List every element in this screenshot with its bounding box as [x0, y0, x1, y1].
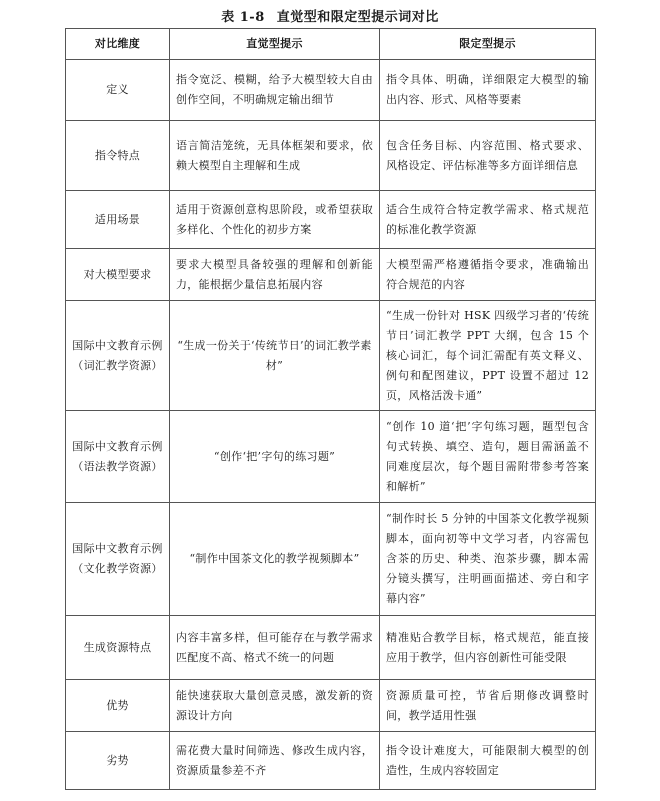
row-dimension: 对大模型要求 — [66, 249, 170, 301]
row-intuitive: “生成一份关于‘传统节日’的词汇教学素材” — [170, 301, 380, 411]
table-number: 表 1-8 — [221, 10, 265, 25]
row-intuitive: 语言简洁笼统，无具体框架和要求，依赖大模型自主理解和生成 — [170, 121, 380, 191]
table-row — [66, 503, 596, 616]
row-dimension: 适用场景 — [66, 191, 170, 249]
row-restricted: 指令具体、明确，详细限定大模型的输出内容、形式、风格等要素 — [380, 60, 596, 121]
table-title: 直觉型和限定型提示词对比 — [276, 10, 439, 25]
table-row — [66, 249, 596, 301]
row-intuitive: 能快速获取大量创意灵感，激发新的资源设计方向 — [170, 680, 380, 732]
row-intuitive: 需花费大量时间筛选、修改生成内容，资源质量参差不齐 — [170, 732, 380, 790]
table-row — [66, 616, 596, 680]
row-dimension: 定义 — [66, 60, 170, 121]
row-dimension: 国际中文教育示例（文化教学资源） — [66, 503, 170, 616]
row-intuitive: 指令宽泛、模糊，给予大模型较大自由创作空间，不明确规定输出细节 — [170, 60, 380, 121]
row-restricted: 大模型需严格遵循指令要求，准确输出符合规范的内容 — [380, 249, 596, 301]
table-row — [66, 191, 596, 249]
header-intuitive: 直觉型提示 — [170, 29, 380, 60]
table-row — [66, 301, 596, 411]
table-caption — [0, 6, 660, 25]
table-row — [66, 60, 596, 121]
row-intuitive: 内容丰富多样，但可能存在与教学需求匹配度不高、格式不统一的问题 — [170, 616, 380, 680]
row-intuitive: “制作中国茶文化的教学视频脚本” — [170, 503, 380, 616]
row-restricted: 包含任务目标、内容范围、格式要求、风格设定、评估标准等多方面详细信息 — [380, 121, 596, 191]
row-intuitive: 适用于资源创意构思阶段，或希望获取多样化、个性化的初步方案 — [170, 191, 380, 249]
row-restricted: “创作 10 道‘把’字句练习题，题型包含句式转换、填空、造句，题目需涵盖不同难度层次，每个题目需附带参考答案和解析” — [380, 411, 596, 503]
header-dimension: 对比维度 — [66, 29, 170, 60]
table-row — [66, 411, 596, 503]
row-restricted: “制作时长 5 分钟的中国茶文化教学视频脚本，面向初等中文学习者，内容需包含茶的历史、种类、泡茶步骤，脚本需分镜头撰写，注明画面描述、旁白和字幕内容” — [380, 503, 596, 616]
row-restricted: 适合生成符合特定教学需求、格式规范的标准化教学资源 — [380, 191, 596, 249]
table-row — [66, 680, 596, 732]
row-dimension: 国际中文教育示例（语法教学资源） — [66, 411, 170, 503]
table-row — [66, 732, 596, 790]
row-dimension: 指令特点 — [66, 121, 170, 191]
row-dimension: 劣势 — [66, 732, 170, 790]
row-restricted: 精准贴合教学目标，格式规范，能直接应用于教学，但内容创新性可能受限 — [380, 616, 596, 680]
table-row — [66, 121, 596, 191]
comparison-table — [65, 28, 596, 790]
row-dimension: 生成资源特点 — [66, 616, 170, 680]
row-intuitive: 要求大模型具备较强的理解和创新能力，能根据少量信息拓展内容 — [170, 249, 380, 301]
row-restricted: 指令设计难度大，可能限制大模型的创造性，生成内容较固定 — [380, 732, 596, 790]
row-restricted: “生成一份针对 HSK 四级学习者的‘传统节日’词汇教学 PPT 大纲，包含 15 个核心词汇，每个词汇需配有英文释义、例句和配图建议，PPT 设置不超过 12 页，风格活泼卡通” — [380, 301, 596, 411]
row-restricted: 资源质量可控，节省后期修改调整时间，教学适用性强 — [380, 680, 596, 732]
row-dimension: 国际中文教育示例（词汇教学资源） — [66, 301, 170, 411]
row-intuitive: “创作‘把’字句的练习题” — [170, 411, 380, 503]
row-dimension: 优势 — [66, 680, 170, 732]
header-row — [66, 29, 596, 60]
header-restricted: 限定型提示 — [380, 29, 596, 60]
